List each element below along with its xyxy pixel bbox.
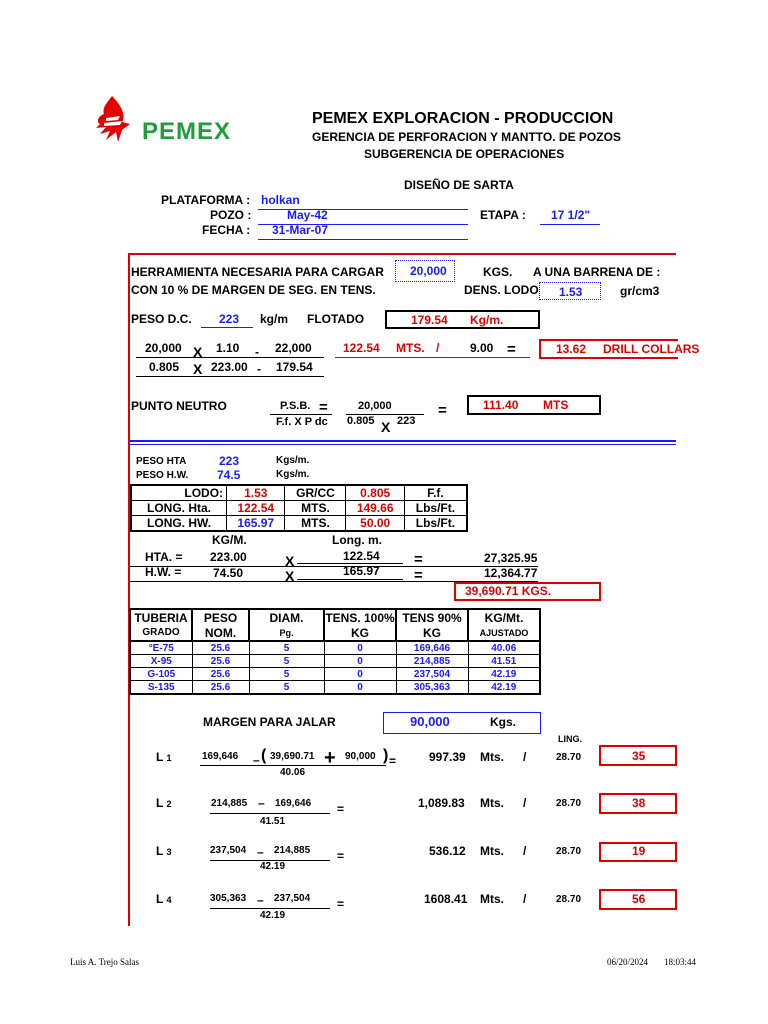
cell: 25.6 (192, 681, 249, 695)
calc1-eq: = (507, 341, 516, 358)
calc1-n2: 1.10 (216, 341, 240, 355)
flotado-box (385, 310, 540, 329)
l2-result: 1,089.83 (418, 796, 465, 810)
margen-box[interactable] (383, 712, 541, 734)
flotado-unit: Kg/m. (470, 313, 504, 327)
barrena-label: A UNA BARRENA DE : (533, 265, 661, 279)
hw-x: X (285, 568, 295, 584)
footer-author: Luis A. Trejo Salas (70, 957, 140, 967)
cell: 237,504 (396, 668, 468, 681)
herramienta-kgs: KGS. (483, 265, 513, 279)
l3-out: 19 (632, 844, 646, 858)
cell: 25.6 (192, 655, 249, 668)
th-tens100: TENS. 100% (325, 610, 395, 625)
cell: G-105 (130, 668, 192, 681)
l4-b: 237,504 (274, 893, 311, 904)
l4-den: 42.19 (260, 910, 286, 921)
cell: 0 (324, 668, 396, 681)
document-title: DISEÑO DE SARTA (404, 178, 514, 192)
hta-x: X (285, 553, 295, 569)
lbs-hw-unit: Lbs/Ft. (404, 516, 467, 532)
l1-op: – (253, 753, 260, 767)
calc1-div: 9.00 (470, 341, 494, 355)
logo-text: PEMEX (142, 118, 232, 145)
margen-label: MARGEN PARA JALAR (203, 715, 336, 729)
fecha-value: 31-Mar-07 (272, 223, 329, 237)
cell: 42.19 (468, 668, 540, 681)
herramienta-line1: HERRAMIENTA NECESARIA PARA CARGAR (131, 265, 384, 279)
hw-kgm: 74.50 (213, 566, 244, 580)
th-pg: Pg. (249, 625, 324, 641)
l1-out: 35 (632, 749, 646, 763)
cell: 305,363 (396, 681, 468, 695)
l1-label (156, 751, 171, 763)
pn-den-value2: 223 (397, 415, 416, 427)
divider-double (129, 440, 676, 442)
calc1-n3: 22,000 (275, 341, 312, 355)
long-hw-value: 165.97 (227, 516, 285, 532)
dens-lodo-value: 1.53 (559, 285, 583, 299)
calc1-n1: 20,000 (145, 341, 182, 355)
l3-result: 536.12 (429, 844, 466, 858)
herramienta-value: 20,000 (410, 264, 447, 278)
lodo-label: LODO: (131, 485, 227, 501)
table-row (130, 668, 540, 681)
ffpdc-label: F.f. X P dc (276, 416, 328, 428)
l2-ling: 28.70 (556, 798, 582, 809)
cell: °E-75 (130, 641, 192, 655)
lbs-hta-value: 149.66 (346, 501, 404, 516)
long-hta-value: 122.54 (227, 501, 285, 516)
l2-op: – (258, 796, 265, 810)
cell: 0 (324, 681, 396, 695)
l4-a: 305,363 (210, 893, 247, 904)
margen-unit: Kgs. (490, 715, 517, 729)
th-grado: GRADO (130, 625, 192, 641)
th-peso: PESO (192, 609, 249, 625)
hta-eq: = (414, 551, 423, 568)
pemex-logo (92, 94, 134, 154)
th-tuberia: TUBERIA (130, 609, 192, 625)
etapa-label: ETAPA : (480, 208, 526, 222)
table-row (130, 641, 540, 655)
psb-label: P.S.B. (280, 400, 311, 412)
footer-date: 06/20/2024 (607, 957, 649, 967)
th-diam: DIAM. (249, 609, 324, 625)
peso-hw-value: 74.5 (217, 468, 241, 482)
hta-calc-label: HTA. = (145, 550, 183, 564)
calc1-minus1: - (255, 345, 259, 359)
l3-op: – (257, 845, 264, 859)
long-hta-unit: MTS. (285, 501, 346, 516)
l1-mts: Mts. (480, 750, 504, 764)
table-row (131, 516, 467, 532)
calc1-out-value: 13.62 (556, 342, 587, 356)
th-kg2: KG (396, 625, 468, 641)
cell: 5 (249, 655, 324, 668)
l2-slash: / (523, 796, 527, 810)
hw-eq: = (414, 567, 423, 584)
subtitle-gerencia: GERENCIA DE PERFORACION Y MANTTO. DE POZOS (312, 130, 621, 144)
calc1-minus2: - (257, 362, 261, 376)
l4-label (156, 893, 171, 905)
cell: 0 (324, 655, 396, 668)
l2-sub: 2 (166, 799, 172, 809)
peso-hta-value: 223 (219, 454, 240, 468)
l1-eq: = (389, 754, 397, 768)
cell: 5 (249, 668, 324, 681)
l1-c: 90,000 (345, 751, 376, 762)
l1-ling: 28.70 (556, 752, 582, 763)
peso-dc-unit: kg/m (260, 312, 289, 326)
hw-calc-label: H.W. = (145, 565, 182, 579)
table-row (131, 501, 467, 516)
l3-ling: 28.70 (556, 846, 582, 857)
table-row (131, 485, 467, 501)
th-kgmt: KG/Mt. (468, 609, 540, 625)
table-row (130, 681, 540, 695)
ff-label: F.f. (404, 485, 467, 501)
lbs-hw-value: 50.00 (346, 516, 404, 532)
peso-hw-label: PESO H.W. (136, 470, 189, 481)
pozo-label: POZO : (210, 208, 252, 222)
lodo-table (130, 484, 468, 532)
l3-label (156, 845, 171, 857)
l1-sub: 1 (166, 753, 172, 763)
long-hta-label: LONG. Hta. (131, 501, 227, 516)
tuberia-table (129, 608, 541, 695)
calc1-d3: 179.54 (276, 360, 313, 374)
fecha-label: FECHA : (202, 223, 251, 237)
peso-hta-unit: Kgs/m. (276, 455, 310, 466)
table-row (130, 655, 540, 668)
l2-a: 214,885 (211, 798, 248, 809)
calc1-result: 122.54 (343, 341, 380, 355)
l4-op: – (257, 893, 264, 907)
pemex-eagle-icon (92, 94, 134, 150)
cell: 5 (249, 641, 324, 655)
peso-dc-label: PESO D.C. (131, 312, 192, 326)
page-title: PEMEX EXPLORACION - PRODUCCION (312, 110, 614, 127)
hta-long: 122.54 (343, 549, 380, 563)
etapa-value: 17 1/2" (551, 208, 591, 222)
l3-b: 214,885 (274, 845, 311, 856)
pozo-value: May-42 (287, 208, 328, 222)
cell: S-135 (130, 681, 192, 695)
l1-rparen: ) (383, 747, 389, 764)
cell: 25.6 (192, 641, 249, 655)
pn-x: X (381, 419, 391, 435)
grand-total: 39,690.71 KGS. (465, 584, 552, 598)
cell: X-95 (130, 655, 192, 668)
cell: 214,885 (396, 655, 468, 668)
l1-result: 997.39 (429, 750, 466, 764)
cell: 0 (324, 641, 396, 655)
peso-dc-value: 223 (219, 312, 240, 326)
l1-lparen: ( (261, 747, 267, 764)
l2-letter: L (156, 796, 164, 810)
calc1-x1: X (193, 344, 203, 360)
th-tens90: TENS 90% (396, 609, 468, 625)
flotado-value: 179.54 (411, 313, 448, 327)
l1-slash: / (523, 750, 527, 764)
flotado-label: FLOTADO (307, 312, 365, 326)
calc1-out-label: DRILL COLLARS (603, 342, 700, 356)
pn-eq2: = (438, 402, 447, 419)
l3-slash: / (523, 844, 527, 858)
plataforma-label: PLATAFORMA : (161, 193, 251, 207)
l2-den: 41.51 (260, 816, 286, 827)
cell: 169,646 (396, 641, 468, 655)
calc1-d1: 0.805 (149, 360, 180, 374)
l4-out: 56 (632, 892, 646, 906)
hta-kgm: 223.00 (210, 550, 247, 564)
hw-long: 165.97 (343, 564, 380, 578)
l3-den: 42.19 (260, 861, 286, 872)
cell: 25.6 (192, 668, 249, 681)
l2-b: 169,646 (275, 798, 312, 809)
frame-left-border (128, 253, 130, 926)
th-kg1: KG (324, 625, 396, 641)
kgm-header: KG/M. (212, 533, 247, 547)
pn-den-value1: 0.805 (347, 415, 375, 427)
calc1-x2: X (193, 361, 203, 377)
l1-plus: + (324, 747, 336, 769)
long-hw-unit: MTS. (285, 516, 346, 532)
l1-b: 39,690.71 (270, 751, 315, 762)
ling-header: LING. (558, 734, 582, 744)
hw-total: 12,364.77 (484, 566, 538, 580)
long-hw-label: LONG. HW. (131, 516, 227, 532)
peso-hta-label: PESO HTA (136, 456, 187, 467)
l3-eq: = (337, 849, 345, 863)
lodo-unit: GR/CC (285, 485, 346, 501)
th-nom: NOM. (192, 625, 249, 641)
cell: 42.19 (468, 681, 540, 695)
calc1-mts: MTS. (396, 341, 425, 355)
l1-letter: L (156, 750, 164, 764)
cell: 5 (249, 681, 324, 695)
hta-total: 27,325.95 (484, 551, 538, 565)
l4-result: 1608.41 (424, 892, 468, 906)
plataforma-value: holkan (261, 193, 300, 207)
l2-eq: = (337, 802, 345, 816)
l2-out: 38 (632, 796, 646, 810)
pn-unit: MTS (543, 398, 569, 412)
l4-slash: / (523, 892, 527, 906)
calc1-slash: / (436, 341, 440, 355)
cell: 40.06 (468, 641, 540, 655)
l4-letter: L (156, 892, 164, 906)
l2-mts: Mts. (480, 796, 504, 810)
l2-label (156, 797, 171, 809)
herramienta-line2: CON 10 % DE MARGEN DE SEG. EN TENS. (131, 283, 376, 297)
footer-time: 18:03:44 (664, 957, 697, 967)
l1-den: 40.06 (280, 767, 306, 778)
l3-sub: 3 (166, 847, 172, 857)
pn-eq1: = (319, 399, 328, 416)
l3-a: 237,504 (210, 845, 247, 856)
l4-mts: Mts. (480, 892, 504, 906)
l4-ling: 28.70 (556, 894, 582, 905)
l1-a: 169,646 (202, 751, 239, 762)
lodo-value: 1.53 (227, 485, 285, 501)
punto-neutro-label: PUNTO NEUTRO (131, 399, 227, 413)
subtitle-subgerencia: SUBGERENCIA DE OPERACIONES (364, 147, 565, 161)
pn-num-value: 20,000 (358, 400, 392, 412)
dens-lodo-unit: gr/cm3 (620, 284, 660, 298)
l3-mts: Mts. (480, 844, 504, 858)
pn-result: 111.40 (483, 398, 519, 412)
calc1-d2: 223.00 (211, 360, 248, 374)
l4-eq: = (337, 897, 345, 911)
long-header: Long. m. (332, 533, 382, 547)
th-ajustado: AJUSTADO (468, 625, 540, 641)
dens-lodo-label: DENS. LODO (464, 283, 539, 297)
lbs-hta-unit: Lbs/Ft. (404, 501, 467, 516)
cell: 41.51 (468, 655, 540, 668)
peso-hw-unit: Kgs/m. (276, 469, 310, 480)
l4-sub: 4 (166, 895, 172, 905)
margen-value: 90,000 (410, 714, 450, 729)
l3-letter: L (156, 844, 164, 858)
ff-value: 0.805 (346, 485, 404, 501)
